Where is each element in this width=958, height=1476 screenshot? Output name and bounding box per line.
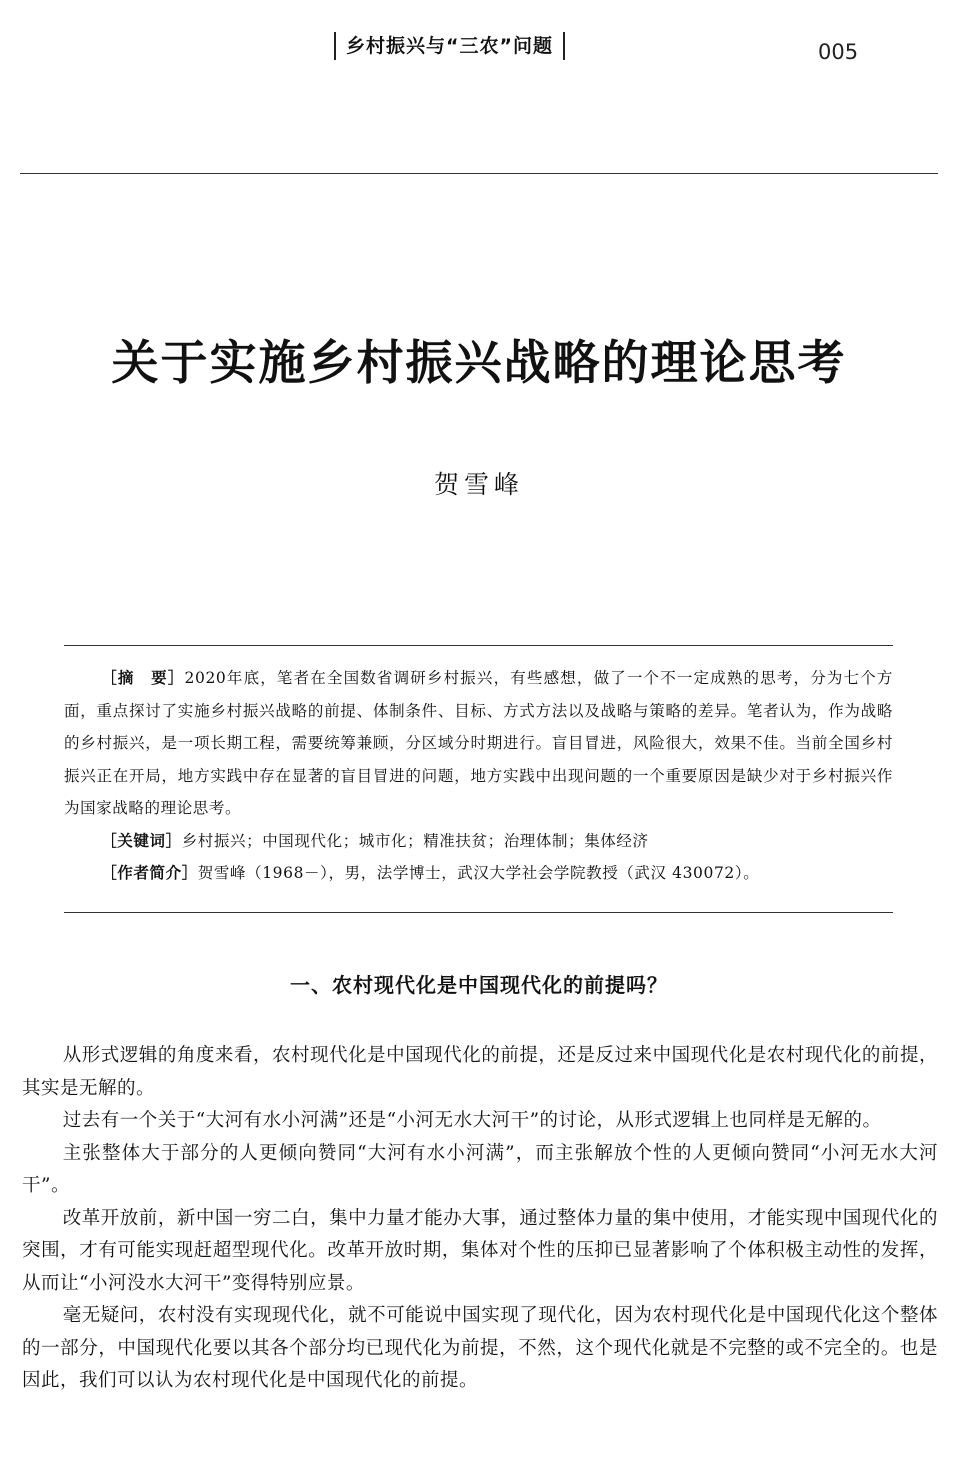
abstract-top-divider: [64, 645, 893, 646]
author-bio-label: ［作者简介］: [101, 864, 198, 882]
body-paragraph: 过去有一个关于“大河有水小河满”还是“小河无水大河干”的讨论，从形式逻辑上也同样是无解的。: [62, 1110, 882, 1131]
page-number: 005: [818, 40, 859, 64]
body-text: [22, 1040, 938, 1398]
running-head: 乡村振兴与“三农”问题: [334, 32, 565, 60]
section-heading: 一、农村现代化是中国现代化的前提吗？: [290, 973, 668, 997]
keywords-label: ［关键词］: [101, 831, 182, 850]
body-paragraph: 从形式逻辑的角度来看，农村现代化是中国现代化的前提，还是反过来中国现代化是农村现代化的前提，其实是无解的。: [22, 1045, 938, 1099]
keywords-text: 乡村振兴；中国现代化；城市化；精准扶贫；治理体制；集体经济: [181, 831, 649, 850]
author-bio-text: 贺雪峰（1968－），男，法学博士，武汉大学社会学院教授（武汉 430072）。: [197, 864, 760, 882]
keywords-paragraph: [64, 825, 893, 858]
article-author: 贺雪峰: [433, 470, 524, 499]
abstract-label: ［摘 要］: [101, 669, 185, 687]
article-title: 关于实施乡村振兴战略的理论思考: [111, 336, 847, 391]
abstract-bottom-divider: [64, 912, 893, 913]
abstract-block: [64, 662, 893, 890]
abstract-text: 2020年底，笔者在全国数省调研乡村振兴，有些感想，做了一个不一定成熟的思考，分为七个方面，重点探讨了实施乡村振兴战略的前提、体制条件、目标、方式方法以及战略与策略的差异。笔者认为，作为战略的乡村振兴，是一项长期工程，需要统筹兼顾，分区域分时期进行。盲目冒进，风险很大，效果不佳。当前全国乡村振兴正在开局，地方实践中存在显著的盲目冒进的问题，地方实践中出现问题的一个重要原因是缺少对于乡村振兴作为国家战略的理论思考。: [64, 669, 893, 817]
body-paragraph: 改革开放前，新中国一穷二白，集中力量才能办大事，通过整体力量的集中使用，才能实现中国现代化的突围，才有可能实现赶超型现代化。改革开放时期，集体对个性的压抑已显著影响了个体积极主动性的发挥，从而让“小河没水大河干”变得特别应景。: [22, 1207, 938, 1294]
abstract-paragraph: [64, 662, 893, 825]
body-paragraph: 毫无疑问，农村没有实现现代化，就不可能说中国实现了现代化，因为农村现代化是中国现代化这个整体的一部分，中国现代化要以其各个部分均已现代化为前提，不然，这个现代化就是不完整的或不完全的。也是因此，我们可以认为农村现代化是中国现代化的前提。: [22, 1305, 938, 1391]
body-paragraph: 主张整体大于部分的人更倾向赞同“大河有水小河满”，而主张解放个性的人更倾向赞同“小河无水大河干”。: [22, 1142, 938, 1196]
author-bio-paragraph: [64, 857, 893, 890]
header-divider: [20, 173, 938, 174]
